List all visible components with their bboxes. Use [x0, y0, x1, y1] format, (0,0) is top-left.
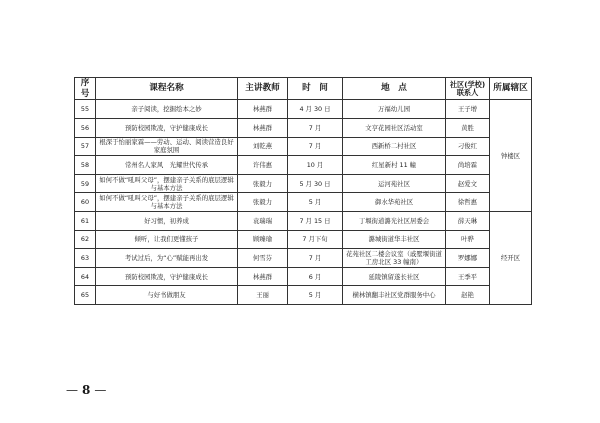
table-row — [75, 100, 532, 119]
cell-contact: 王子增 — [446, 100, 490, 119]
cell-course: 好习惯，初养成 — [96, 212, 238, 231]
cell-teacher: 林燕群 — [238, 267, 288, 286]
cell-teacher: 张毅力 — [238, 193, 288, 212]
cell-contact: 赵艳 — [446, 286, 490, 305]
cell-contact: 刁俊红 — [446, 137, 490, 156]
cell-course: 与好书做朋友 — [96, 286, 238, 305]
cell-contact: 叶骅 — [446, 230, 490, 249]
cell-teacher: 何雪芬 — [238, 249, 288, 268]
cell-time: 5 月 — [288, 286, 343, 305]
cell-place: 延陵镇留遂长社区 — [343, 267, 446, 286]
cell-place: 西新桥二村社区 — [343, 137, 446, 156]
cell-no: 60 — [75, 193, 96, 212]
cell-contact: 王季平 — [446, 267, 490, 286]
cell-place: 万福幼儿园 — [343, 100, 446, 119]
cell-no: 55 — [75, 100, 96, 119]
table-row — [75, 249, 532, 268]
cell-course: 倾听，让我们更懂孩子 — [96, 230, 238, 249]
cell-teacher: 许伟惠 — [238, 156, 288, 175]
cell-course: 常州名人家风 光耀世代传承 — [96, 156, 238, 175]
header-place: 地 点 — [343, 78, 446, 100]
cell-course: 如何不做“吼叫父母”，摆建亲子关系的底层逻辑与基本方法 — [96, 193, 238, 212]
cell-time: 7 月 — [288, 119, 343, 138]
table-row — [75, 156, 532, 175]
header-course: 课程名称 — [96, 78, 238, 100]
cell-no: 58 — [75, 156, 96, 175]
cell-time: 7 月 — [288, 249, 343, 268]
cell-time: 4 月 30 日 — [288, 100, 343, 119]
cell-course: 亲子阅读，挖掘绘本之妙 — [96, 100, 238, 119]
cell-time: 7 月下旬 — [288, 230, 343, 249]
table-header-row — [75, 78, 532, 100]
cell-teacher: 林燕群 — [238, 100, 288, 119]
cell-district: 经开区 — [490, 212, 532, 305]
table-row — [75, 174, 532, 193]
cell-teacher: 袁瑞瑞 — [238, 212, 288, 231]
cell-course: 预防校园欺凌，守护健康成长 — [96, 267, 238, 286]
cell-no: 57 — [75, 137, 96, 156]
page-dash-left: — — [66, 383, 79, 397]
cell-place: 文亨花园社区活动室 — [343, 119, 446, 138]
cell-contact: 罗娜娜 — [446, 249, 490, 268]
cell-teacher: 刘乾燕 — [238, 137, 288, 156]
cell-teacher: 顾臻瑜 — [238, 230, 288, 249]
cell-place: 运河苑社区 — [343, 174, 446, 193]
cell-place: 御水华苑社区 — [343, 193, 446, 212]
page-dash-right: — — [94, 383, 108, 397]
cell-time: 5 月 — [288, 193, 343, 212]
cell-place: 丁堰街道潞光社区居委会 — [343, 212, 446, 231]
cell-place: 潞城街道华丰社区 — [343, 230, 446, 249]
page-number-value: 8 — [82, 383, 92, 397]
cell-place: 花苑社区二楼会议室（戚墅堰街道工房北区 33 幢南） — [343, 249, 446, 268]
table-row — [75, 119, 532, 138]
table-row — [75, 286, 532, 305]
cell-contact: 薛天琳 — [446, 212, 490, 231]
cell-contact: 尚培霖 — [446, 156, 490, 175]
cell-no: 61 — [75, 212, 96, 231]
cell-place: 横林镇翻丰社区党群服务中心 — [343, 286, 446, 305]
cell-time: 6 月 — [288, 267, 343, 286]
cell-place: 红星新村 11 幢 — [343, 156, 446, 175]
cell-time: 7 月 — [288, 137, 343, 156]
cell-district: 钟楼区 — [490, 100, 532, 212]
header-teacher: 主讲教师 — [238, 78, 288, 100]
table-row — [75, 267, 532, 286]
cell-time: 7 月 15 日 — [288, 212, 343, 231]
header-contact-line2: 联系人 — [456, 87, 479, 97]
header-contact-line1: 社区(学校) — [449, 79, 486, 89]
cell-no: 63 — [75, 249, 96, 268]
header-contact — [446, 78, 490, 100]
cell-contact: 黄胜 — [446, 119, 490, 138]
cell-teacher: 林燕群 — [238, 119, 288, 138]
cell-no: 59 — [75, 174, 96, 193]
cell-no: 64 — [75, 267, 96, 286]
cell-no: 56 — [75, 119, 96, 138]
cell-time: 5 月 30 日 — [288, 174, 343, 193]
cell-no: 65 — [75, 286, 96, 305]
cell-teacher: 张毅力 — [238, 174, 288, 193]
cell-time: 10 月 — [288, 156, 343, 175]
cell-contact: 赵爱文 — [446, 174, 490, 193]
table-row — [75, 137, 532, 156]
header-no: 序号 — [75, 78, 96, 100]
cell-course: 如何不做“吼叫父母”，摆建亲子关系的底层逻辑与基本方法 — [96, 174, 238, 193]
cell-course: 根深于怡丽家霖——劳动、运动、阅读营造良好家庭氛围 — [96, 137, 238, 156]
cell-course: 预防校园欺凌，守护健康成长 — [96, 119, 238, 138]
page-number — [66, 383, 107, 397]
table-body — [75, 100, 532, 305]
cell-course: 考试过后，为“心”赋能再出发 — [96, 249, 238, 268]
table-row — [75, 193, 532, 212]
header-district: 所属辖区 — [490, 78, 532, 100]
course-schedule-table — [74, 77, 532, 305]
table-row — [75, 230, 532, 249]
table-row — [75, 212, 532, 231]
cell-no: 62 — [75, 230, 96, 249]
cell-contact: 徐哲惠 — [446, 193, 490, 212]
cell-teacher: 王丽 — [238, 286, 288, 305]
header-time: 时 间 — [288, 78, 343, 100]
